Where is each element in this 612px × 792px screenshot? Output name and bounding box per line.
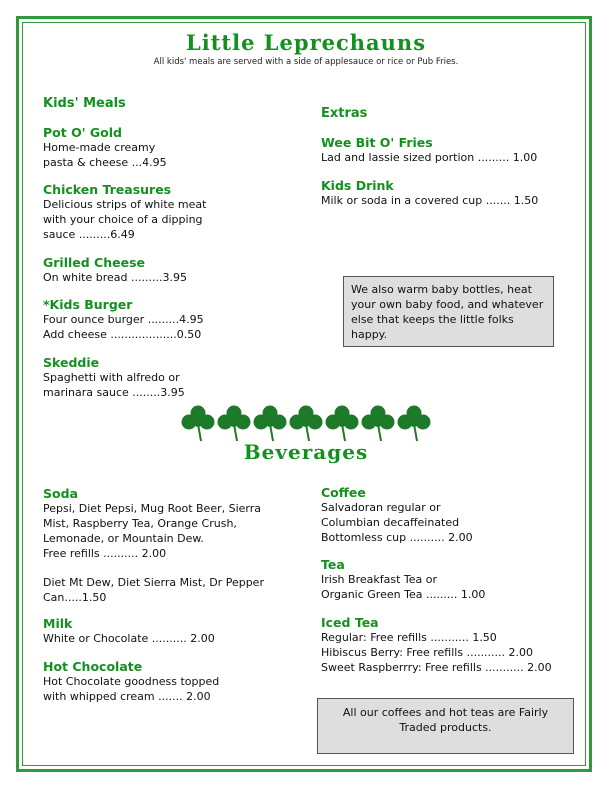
menu-item — [43, 575, 303, 605]
shamrock-icon — [396, 404, 432, 442]
shamrock-icon — [324, 404, 360, 442]
item-name: Wee Bit O' Fries — [321, 135, 433, 150]
baby-note-text: We also warm baby bottles, heat your own baby food, and whatever else that keeps the little folks happy. — [351, 283, 544, 341]
menu-item — [43, 297, 283, 342]
item-name: Hot Chocolate — [43, 659, 143, 674]
menu-item — [43, 182, 283, 242]
item-description: Delicious strips of white meat with your choice of a dipping sauce .........6.49 — [43, 198, 207, 241]
item-name: Grilled Cheese — [43, 255, 146, 270]
menu-item — [43, 616, 303, 646]
menu-item — [321, 615, 581, 675]
extras-heading: Extras — [321, 106, 368, 121]
menu-item — [43, 486, 303, 561]
item-description: Lad and lassie sized portion ......... 1.00 — [321, 151, 538, 164]
item-description: Home-made creamy pasta & cheese ...4.95 — [43, 141, 167, 169]
shamrock-icon — [288, 404, 324, 442]
shamrock-icon — [180, 404, 216, 442]
item-name: Pot O' Gold — [43, 125, 122, 140]
item-description: Salvadoran regular or Columbian decaffeinated Bottomless cup .......... 2.00 — [321, 501, 473, 544]
item-name: Skeddie — [43, 355, 100, 370]
item-name: Iced Tea — [321, 615, 379, 630]
item-description: Regular: Free refills ........... 1.50 Hibiscus Berry: Free refills ........... 2.00 Sweet Raspberrry: Free refills ........... 2.00 — [321, 631, 552, 674]
kids-meals-heading: Kids' Meals — [43, 96, 126, 111]
item-name: Soda — [43, 486, 78, 501]
shamrock-icon — [216, 404, 252, 442]
menu-item — [43, 659, 303, 704]
fair-trade-note-text: All our coffees and hot teas are Fairly Traded products. — [342, 706, 549, 734]
item-description: Milk or soda in a covered cup ....... 1.50 — [321, 194, 539, 207]
shamrock-icon — [252, 404, 288, 442]
menu-item — [321, 557, 581, 602]
item-name: Kids Drink — [321, 178, 394, 193]
item-name: *Kids Burger — [43, 297, 133, 312]
fair-trade-note-box — [317, 698, 574, 754]
menu-item — [321, 135, 571, 165]
menu-subtitle: All kids' meals are served with a side of applesauce or rice or Pub Fries. — [153, 57, 459, 67]
item-description: Spaghetti with alfredo or marinara sauce ........3.95 — [43, 371, 185, 399]
item-name: Milk — [43, 616, 73, 631]
item-name: Tea — [321, 557, 345, 572]
menu-title: Little Leprechauns — [185, 30, 427, 55]
item-description: White or Chocolate .......... 2.00 — [43, 632, 215, 645]
menu-item — [321, 485, 581, 545]
menu-item — [43, 125, 283, 170]
item-description: Pepsi, Diet Pepsi, Mug Root Beer, Sierra Mist, Raspberry Tea, Orange Crush, Lemonade, or Mountain Dew. Free refills .......... 2.00 — [43, 502, 262, 560]
shamrock-row — [180, 404, 432, 442]
beverages-heading: Beverages — [243, 440, 369, 464]
shamrock-icon — [360, 404, 396, 442]
item-name: Coffee — [321, 485, 366, 500]
item-description: Diet Mt Dew, Diet Sierra Mist, Dr Pepper Can.....1.50 — [43, 576, 264, 604]
item-description: Irish Breakfast Tea or Organic Green Tea ......... 1.00 — [321, 573, 486, 601]
menu-item — [321, 178, 571, 208]
item-description: Hot Chocolate goodness topped with whipped cream ....... 2.00 — [43, 675, 220, 703]
menu-item — [43, 255, 283, 285]
item-description: Four ounce burger .........4.95 Add cheese ...................0.50 — [43, 313, 204, 341]
item-name: Chicken Treasures — [43, 182, 172, 197]
item-description: On white bread .........3.95 — [43, 271, 187, 284]
baby-note-box — [343, 276, 554, 347]
menu-item — [43, 355, 283, 400]
